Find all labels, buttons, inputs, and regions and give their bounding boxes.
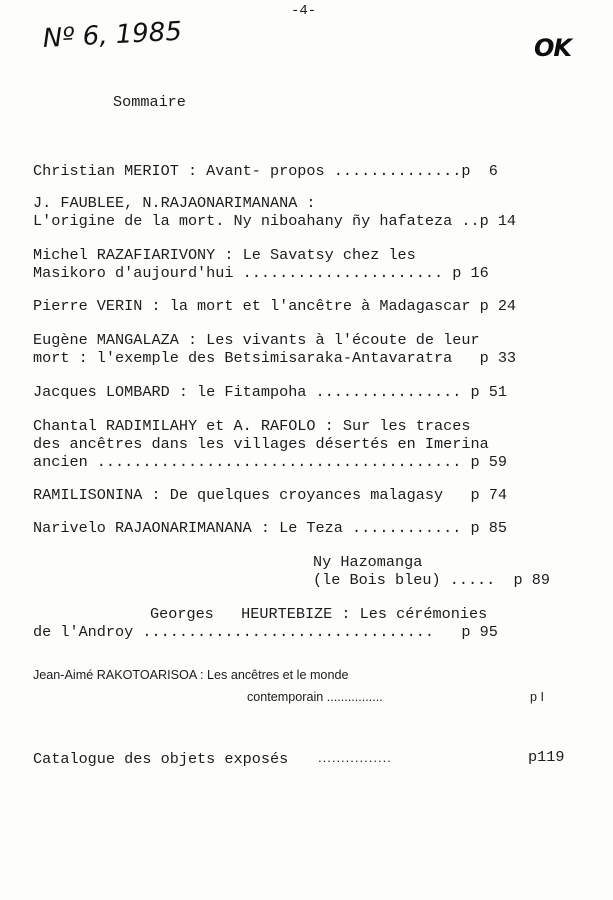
toc-entry-radimilahy-line2: des ancêtres dans les villages désertés en Imerina xyxy=(33,435,489,453)
toc-entry-mangalaza-line2: mort : l'exemple des Betsimisaraka-Antavaratra p 33 xyxy=(33,349,517,367)
toc-entry-radimilahy-line3: ancien ........................................ p 59 xyxy=(33,453,507,471)
toc-entry-hazomanga-line1: Ny Hazomanga xyxy=(313,553,423,571)
toc-entry-meriot: Christian MERIOT : Avant- propos ..............p 6 xyxy=(33,162,498,180)
toc-entry-razafiarivony-line2: Masikoro d'aujourd'hui ...................... p 16 xyxy=(33,264,489,282)
toc-entry-rajaonarimanana-teza: Narivelo RAJAONARIMANANA : Le Teza ............ p 85 xyxy=(33,519,507,537)
toc-entry-heurtebize-line2: de l'Androy ................................ p 95 xyxy=(33,623,498,641)
toc-entry-lombard: Jacques LOMBARD : le Fitampoha ................ p 51 xyxy=(33,383,507,401)
toc-entry-rakotoarisoa-line1: Jean-Aimé RAKOTOARISOA : Les ancêtres et le monde xyxy=(33,668,349,682)
page-number: -4- xyxy=(291,3,317,19)
handwritten-ok-mark: OK xyxy=(534,34,571,62)
contents-heading: Sommaire xyxy=(113,93,186,111)
toc-entry-radimilahy-line1: Chantal RADIMILAHY et A. RAFOLO : Sur les traces xyxy=(33,417,471,435)
toc-entry-hazomanga-line2: (le Bois bleu) ..... p 89 xyxy=(313,571,550,589)
toc-entry-catalogue-page: p119 xyxy=(528,748,565,766)
toc-entry-faublee-line1: J. FAUBLEE, N.RAJAONARIMANANA : xyxy=(33,194,316,212)
toc-entry-ramilisonina: RAMILISONINA : De quelques croyances malagasy p 74 xyxy=(33,486,507,504)
toc-entry-rakotoarisoa-line2: contemporain ................ xyxy=(247,690,383,704)
toc-entry-faublee-line2: L'origine de la mort. Ny niboahany ñy hafateza ..p 14 xyxy=(33,212,517,230)
toc-entry-verin: Pierre VERIN : la mort et l'ancêtre à Madagascar p 24 xyxy=(33,297,517,315)
toc-entry-mangalaza-line1: Eugène MANGALAZA : Les vivants à l'écoute de leur xyxy=(33,331,480,349)
toc-entry-catalogue-dots: ................ xyxy=(318,750,392,765)
toc-entry-razafiarivony-line1: Michel RAZAFIARIVONY : Le Savatsy chez les xyxy=(33,246,416,264)
toc-entry-heurtebize-line1: Georges HEURTEBIZE : Les cérémonies xyxy=(150,605,488,623)
toc-entry-rakotoarisoa-page: p I xyxy=(530,690,545,704)
toc-entry-catalogue: Catalogue des objets exposés xyxy=(33,750,289,768)
handwritten-issue-number: Nº 6, 1985 xyxy=(42,16,183,54)
